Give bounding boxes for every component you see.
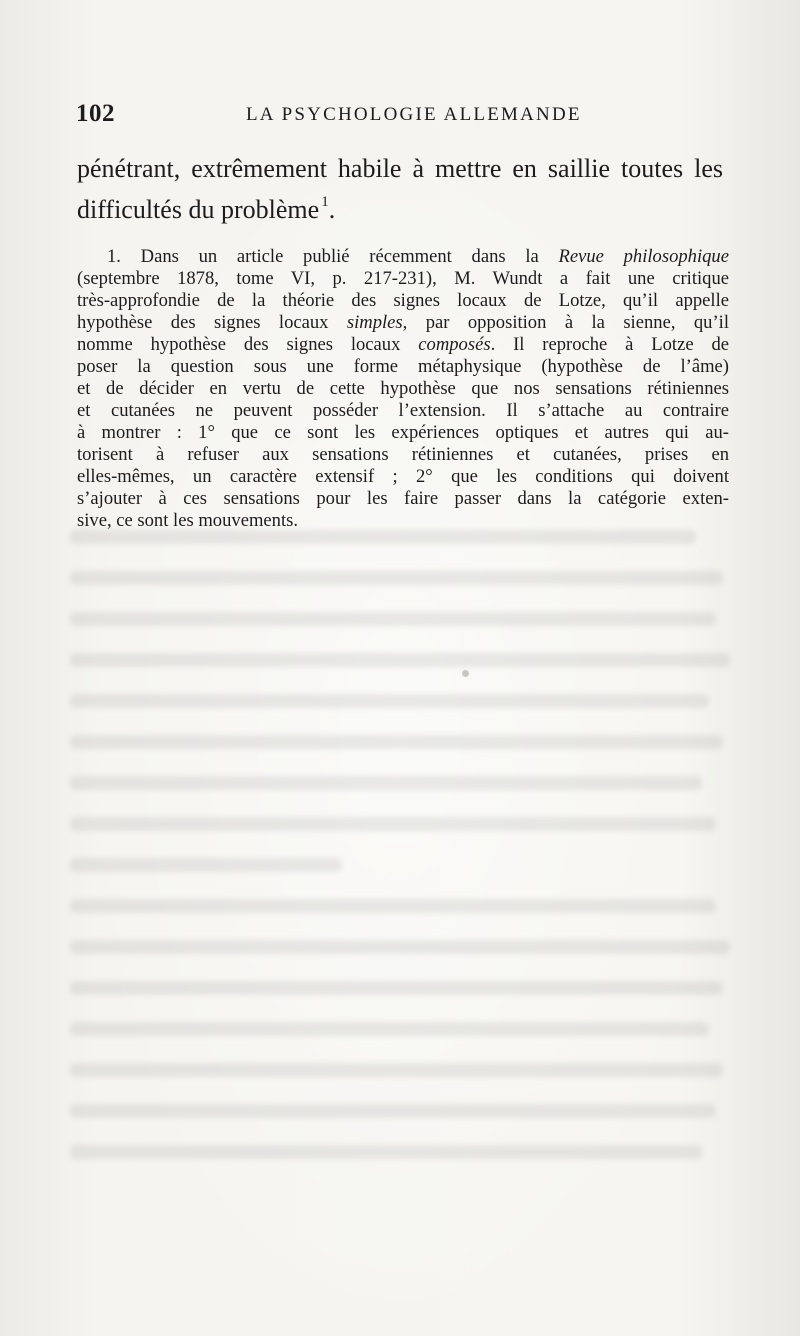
term-simples: simples [346, 312, 403, 333]
bleed-through-text [70, 530, 750, 1230]
footnote-line-5-c: . Il reproche à Lotze de [490, 334, 729, 355]
term-composes: composés [418, 334, 491, 355]
footnote-marker: 1 [321, 194, 329, 210]
footnote-line-12: s’ajouter à ces sensations pour les faire passer dans la catégorie exten- [77, 488, 729, 509]
main-text-line-2 [77, 189, 723, 230]
footnote-line-1 [77, 246, 729, 268]
footnote-line-6: poser la question sous une forme métaphysique (hypothèse de l’âme) [77, 356, 729, 377]
footnote-line-3: très-approfondie de la théorie des signes locaux de Lotze, qu’il appelle [77, 290, 729, 311]
page-number: 102 [76, 100, 115, 127]
footnote-line-9: à montrer : 1° que ce sont les expériences optiques et autres qui au- [77, 422, 729, 443]
footnote-line-4 [77, 312, 729, 334]
footnote-line-13: sive, ce sont les mouvements. [77, 510, 299, 531]
footnote-line-10: torisent à refuser aux sensations rétiniennes et cutanées, prises en [77, 444, 729, 465]
footnote-line-8: et cutanées ne peuvent posséder l’extension. Il s’attache au contraire [77, 400, 729, 421]
footnote-line-5 [77, 334, 729, 356]
footnote-line-4-c: , par opposition à la sienne, qu’il [402, 312, 729, 333]
main-text-line-1: pénétrant, extrêmement habile à mettre en saillie toutes les [77, 154, 723, 183]
running-title: LA PSYCHOLOGIE ALLEMANDE [246, 104, 582, 125]
main-text-line-2-end: . [328, 195, 336, 224]
running-head [76, 100, 736, 132]
footnote-line-4-a: hypothèse des signes locaux [77, 312, 347, 333]
footnote-line-1-text: 1. Dans un article publié récemment dans la [107, 246, 559, 267]
paper-speck [462, 670, 469, 677]
main-text-line-2-text: difficultés du problème [77, 195, 320, 224]
footnote [77, 246, 729, 532]
footnote-line-7: et de décider en vertu de cette hypothèse que nos sensations rétiniennes [77, 378, 729, 399]
footnote-line-2: (septembre 1878, tome VI, p. 217-231), M. Wundt a fait une critique [77, 268, 729, 289]
journal-title: Revue philosophique [558, 246, 729, 267]
footnote-line-5-a: nomme hypothèse des signes locaux [77, 334, 419, 355]
main-text [77, 148, 723, 230]
footnote-line-11: elles-mêmes, un caractère extensif ; 2° que les conditions qui doivent [77, 466, 729, 487]
